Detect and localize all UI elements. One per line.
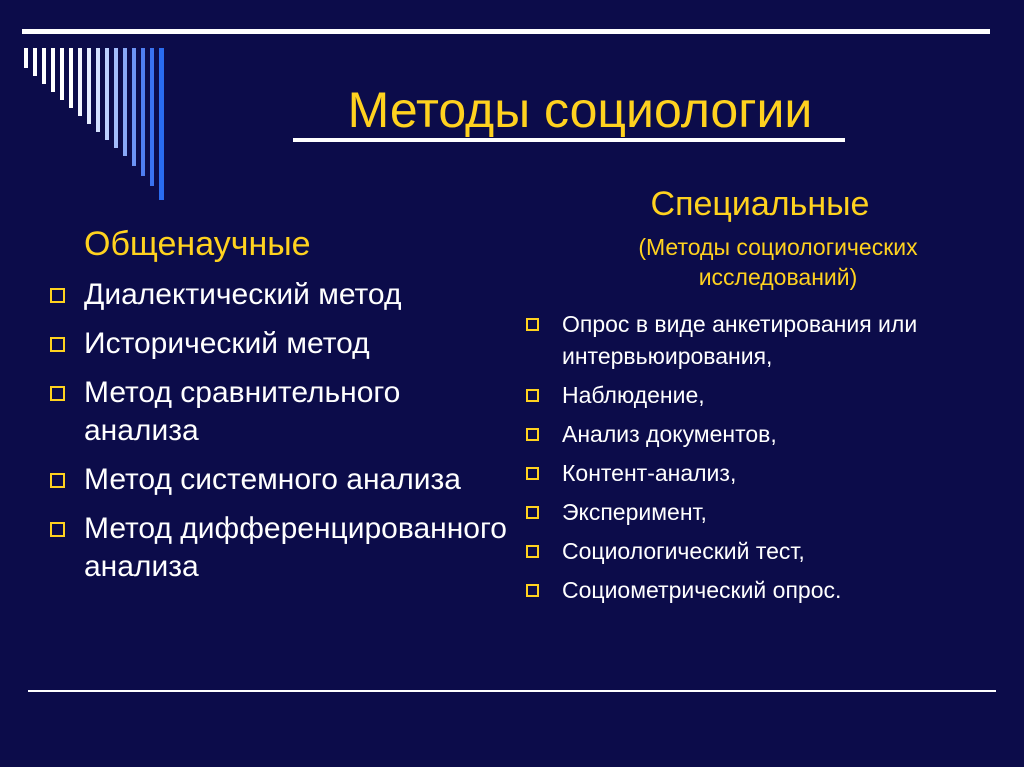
list-item <box>520 308 980 372</box>
list-item-text: Метод системного анализа <box>84 463 461 496</box>
special-methods-column <box>520 182 980 613</box>
general-methods-list <box>48 276 508 586</box>
square-bullet-icon <box>526 545 539 558</box>
list-item-text: Анализ документов, <box>562 421 777 447</box>
square-bullet-icon <box>526 428 539 441</box>
list-item <box>520 496 980 528</box>
list-item-text: Опрос в виде анкетирования или интервьюирования, <box>562 311 918 369</box>
list-item-text: Наблюдение, <box>562 382 705 408</box>
general-methods-heading: Общенаучные <box>84 225 311 263</box>
square-bullet-icon <box>526 467 539 480</box>
list-item-text: Эксперимент, <box>562 499 707 525</box>
list-item <box>48 374 508 450</box>
list-item <box>520 418 980 450</box>
decorative-stripes <box>0 0 180 210</box>
square-bullet-icon <box>50 337 65 352</box>
list-item-text: Метод сравнительного анализа <box>84 376 401 447</box>
title-underline <box>293 138 845 142</box>
special-methods-heading: Специальные <box>650 185 870 223</box>
list-item-text: Исторический метод <box>84 327 370 360</box>
list-item <box>520 457 980 489</box>
list-item-text: Социологический тест, <box>562 538 805 564</box>
list-item-text: Диалектический метод <box>84 278 402 311</box>
square-bullet-icon <box>526 584 539 597</box>
square-bullet-icon <box>50 473 65 488</box>
square-bullet-icon <box>526 506 539 519</box>
general-methods-column <box>48 222 508 597</box>
list-item-text: Метод дифференцированного анализа <box>84 512 507 583</box>
list-item-text: Социометрический опрос. <box>562 577 842 603</box>
list-item <box>48 510 508 586</box>
square-bullet-icon <box>526 389 539 402</box>
list-item <box>520 535 980 567</box>
list-item <box>48 461 508 499</box>
list-item <box>520 379 980 411</box>
bottom-rule <box>28 690 996 692</box>
special-methods-subtitle: (Методы социологических исследований) <box>638 234 918 290</box>
square-bullet-icon <box>526 318 539 331</box>
square-bullet-icon <box>50 522 65 537</box>
list-item <box>48 276 508 314</box>
square-bullet-icon <box>50 288 65 303</box>
square-bullet-icon <box>50 386 65 401</box>
special-methods-list <box>520 308 980 606</box>
list-item-text: Контент-анализ, <box>562 460 737 486</box>
list-item <box>520 574 980 606</box>
list-item <box>48 325 508 363</box>
slide-title: Методы социологии <box>347 82 813 138</box>
